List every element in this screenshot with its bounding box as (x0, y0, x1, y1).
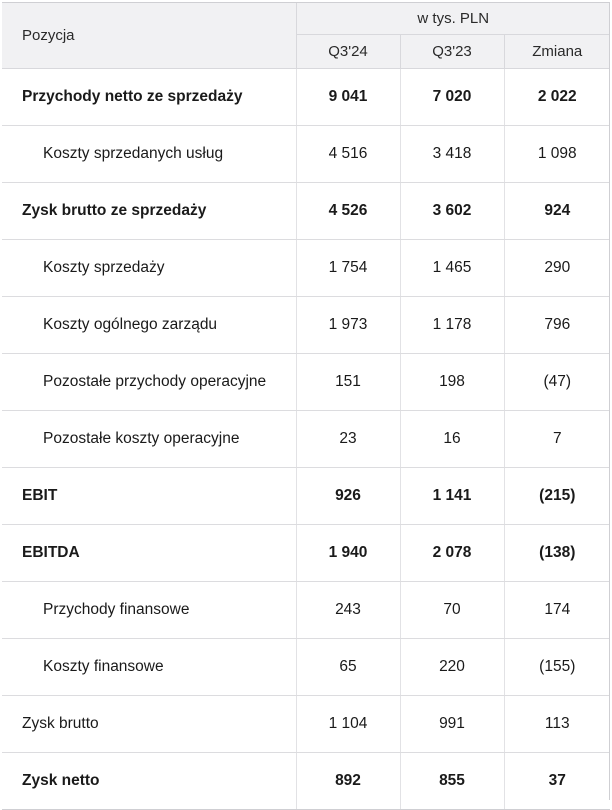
value-q3-24: 892 (296, 753, 400, 810)
row-label: Koszty finansowe (2, 639, 296, 696)
table-row (2, 411, 610, 468)
value-q3-23: 220 (400, 639, 504, 696)
value-change: 1 098 (504, 126, 610, 183)
table-row (2, 639, 610, 696)
value-q3-23: 991 (400, 696, 504, 753)
value-change: 2 022 (504, 69, 610, 126)
column-header-change: Zmiana (504, 35, 610, 69)
row-label: Zysk brutto ze sprzedaży (2, 183, 296, 240)
value-q3-24: 23 (296, 411, 400, 468)
value-q3-24: 4 516 (296, 126, 400, 183)
row-label: Przychody netto ze sprzedaży (2, 69, 296, 126)
value-q3-23: 2 078 (400, 525, 504, 582)
value-change: 924 (504, 183, 610, 240)
value-q3-24: 926 (296, 468, 400, 525)
table-row (2, 297, 610, 354)
row-label: EBITDA (2, 525, 296, 582)
value-q3-23: 70 (400, 582, 504, 639)
column-header-q3-23: Q3'23 (400, 35, 504, 69)
value-q3-23: 1 178 (400, 297, 504, 354)
value-q3-24: 65 (296, 639, 400, 696)
row-label: Przychody finansowe (2, 582, 296, 639)
value-change: 174 (504, 582, 610, 639)
row-label: Koszty sprzedanych usług (2, 126, 296, 183)
value-change: 113 (504, 696, 610, 753)
value-q3-24: 1 940 (296, 525, 400, 582)
value-change: (138) (504, 525, 610, 582)
table-row (2, 354, 610, 411)
value-change: (47) (504, 354, 610, 411)
financial-table (2, 2, 610, 810)
value-q3-24: 1 104 (296, 696, 400, 753)
value-q3-23: 1 141 (400, 468, 504, 525)
table-row (2, 468, 610, 525)
table-header (2, 2, 610, 69)
value-change: (215) (504, 468, 610, 525)
position-column-header: Pozycja (2, 2, 296, 69)
table-row (2, 183, 610, 240)
row-label: Koszty ogólnego zarządu (2, 297, 296, 354)
value-q3-23: 3 418 (400, 126, 504, 183)
table-row (2, 240, 610, 297)
table-row (2, 696, 610, 753)
value-change: 7 (504, 411, 610, 468)
value-q3-23: 16 (400, 411, 504, 468)
table-row (2, 69, 610, 126)
row-label: Pozostałe koszty operacyjne (2, 411, 296, 468)
value-q3-23: 855 (400, 753, 504, 810)
table-row (2, 126, 610, 183)
value-q3-23: 7 020 (400, 69, 504, 126)
value-change: 796 (504, 297, 610, 354)
value-change: (155) (504, 639, 610, 696)
value-q3-23: 1 465 (400, 240, 504, 297)
table-row (2, 582, 610, 639)
row-label: Pozostałe przychody operacyjne (2, 354, 296, 411)
row-label: EBIT (2, 468, 296, 525)
unit-header: w tys. PLN (296, 2, 610, 35)
row-label: Zysk netto (2, 753, 296, 810)
row-label: Zysk brutto (2, 696, 296, 753)
table-row (2, 525, 610, 582)
value-change: 37 (504, 753, 610, 810)
value-q3-23: 3 602 (400, 183, 504, 240)
value-q3-24: 151 (296, 354, 400, 411)
value-q3-24: 9 041 (296, 69, 400, 126)
value-change: 290 (504, 240, 610, 297)
value-q3-24: 4 526 (296, 183, 400, 240)
column-header-q3-24: Q3'24 (296, 35, 400, 69)
value-q3-23: 198 (400, 354, 504, 411)
value-q3-24: 1 754 (296, 240, 400, 297)
value-q3-24: 243 (296, 582, 400, 639)
table-body (2, 69, 610, 810)
value-q3-24: 1 973 (296, 297, 400, 354)
row-label: Koszty sprzedaży (2, 240, 296, 297)
